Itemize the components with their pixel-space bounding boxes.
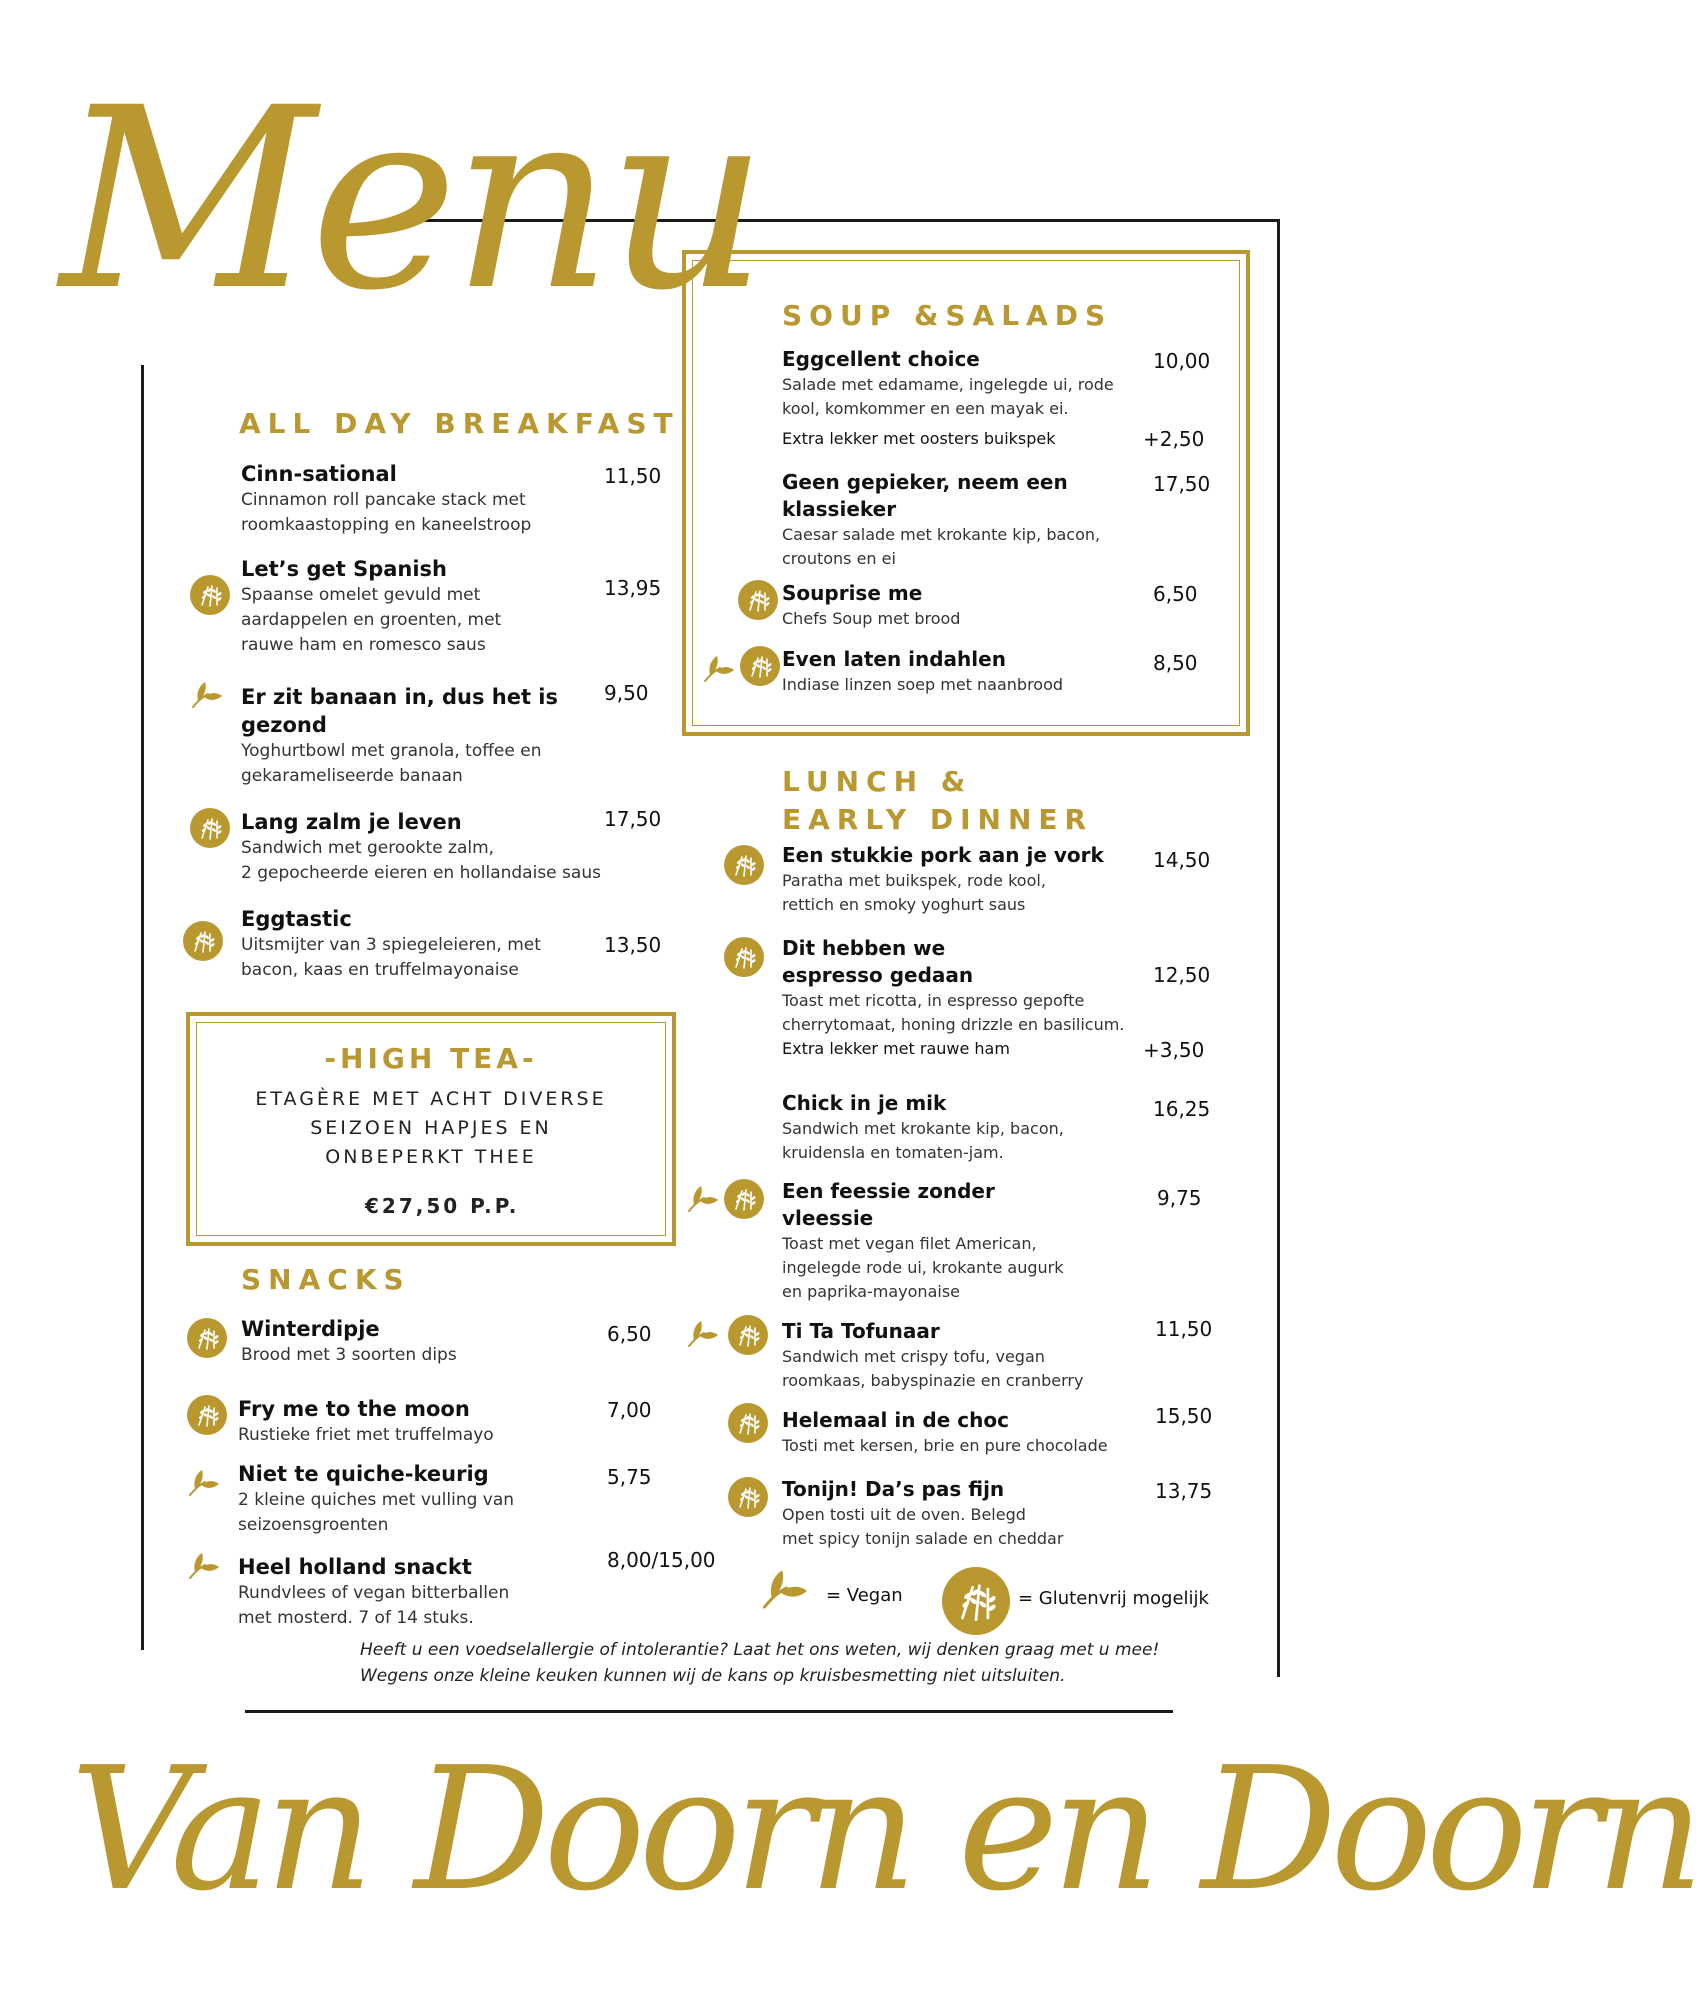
soup-item-1 bbox=[782, 346, 1114, 451]
breakfast-heading: ALL DAY BREAKFAST bbox=[239, 407, 680, 440]
item-extra-price: +3,50 bbox=[1143, 1038, 1205, 1062]
item-desc-line: cherrytomaat, honing drizzle en basilicum. bbox=[782, 1015, 1125, 1034]
item-name: Een stukkie pork aan je vork bbox=[782, 843, 1104, 867]
lunch-item-5 bbox=[782, 1318, 1083, 1393]
item-name: Souprise me bbox=[782, 581, 923, 605]
allergy-note-line: Heeft u een voedselallergie of intolerantie? Laat het ons weten, wij denken graag met u mee! bbox=[360, 1640, 1160, 1660]
breakfast-item-5 bbox=[241, 905, 541, 983]
item-desc-line: Rundvlees of vegan bitterballen bbox=[238, 1583, 510, 1603]
gluten-free-icon bbox=[187, 1318, 227, 1358]
soup-item-3 bbox=[782, 580, 960, 631]
snack-item-4 bbox=[238, 1553, 509, 1631]
item-desc-line: ingelegde rode ui, krokante augurk bbox=[782, 1258, 1064, 1277]
high-tea-line: SEIZOEN HAPJES EN bbox=[310, 1117, 552, 1139]
item-price: 7,00 bbox=[607, 1398, 652, 1422]
item-price: 13,95 bbox=[604, 576, 662, 600]
high-tea-heading: -HIGH TEA- bbox=[324, 1042, 538, 1075]
item-price: 17,50 bbox=[604, 807, 662, 831]
item-name: Even laten indahlen bbox=[782, 647, 1006, 671]
item-desc-line: Uitsmijter van 3 spiegeleieren, met bbox=[241, 935, 541, 955]
item-desc-line: Brood met 3 soorten dips bbox=[241, 1345, 457, 1365]
vegan-icon bbox=[686, 1181, 720, 1215]
item-desc-line: Tosti met kersen, brie en pure chocolade bbox=[782, 1436, 1108, 1455]
breakfast-item-3 bbox=[241, 683, 558, 789]
item-extra: Extra lekker met rauwe ham bbox=[782, 1039, 1010, 1058]
item-desc-line: roomkaastopping en kaneelstroop bbox=[241, 515, 532, 535]
item-desc-line: Rustieke friet met truffelmayo bbox=[238, 1425, 494, 1445]
item-price: 9,75 bbox=[1157, 1186, 1202, 1210]
item-name: Ti Ta Tofunaar bbox=[782, 1319, 940, 1343]
item-price: 10,00 bbox=[1153, 349, 1211, 373]
item-desc-line: kool, komkommer en een mayak ei. bbox=[782, 399, 1069, 418]
soup-item-4 bbox=[782, 646, 1063, 697]
item-desc-line: 2 kleine quiches met vulling van bbox=[238, 1490, 515, 1510]
vegan-icon bbox=[187, 1465, 221, 1499]
item-price: 11,50 bbox=[604, 464, 662, 488]
item-name: espresso gedaan bbox=[782, 963, 974, 987]
snacks-heading: SNACKS bbox=[241, 1263, 411, 1296]
snack-item-2 bbox=[238, 1395, 494, 1448]
item-desc-line: roomkaas, babyspinazie en cranberry bbox=[782, 1371, 1084, 1390]
lunch-item-4 bbox=[782, 1178, 1063, 1304]
item-name: Let’s get Spanish bbox=[241, 557, 448, 581]
vegan-icon bbox=[190, 677, 224, 711]
vegan-icon bbox=[686, 1316, 720, 1350]
item-desc-line: rettich en smoky yoghurt saus bbox=[782, 895, 1026, 914]
item-desc-line: Open tosti uit de oven. Belegd bbox=[782, 1505, 1026, 1524]
item-desc-line: Salade met edamame, ingelegde ui, rode bbox=[782, 375, 1114, 394]
item-name: Er zit banaan in, dus het is bbox=[241, 685, 559, 709]
item-name: vleessie bbox=[782, 1206, 874, 1230]
item-name: Niet te quiche-keurig bbox=[238, 1462, 489, 1486]
vegan-icon bbox=[187, 1548, 221, 1582]
item-name: klassieker bbox=[782, 497, 897, 521]
gluten-free-icon bbox=[728, 1477, 768, 1517]
item-desc-line: croutons en ei bbox=[782, 549, 896, 568]
item-price: 8,50 bbox=[1153, 651, 1198, 675]
item-price: 8,00/15,00 bbox=[607, 1548, 716, 1572]
lunch-item-3 bbox=[782, 1090, 1064, 1165]
item-extra: Extra lekker met oosters buikspek bbox=[782, 429, 1056, 448]
gluten-free-legend-icon bbox=[942, 1567, 1010, 1635]
item-desc-line: Spaanse omelet gevuld met bbox=[241, 585, 481, 605]
item-desc-line: Toast met ricotta, in espresso gepofte bbox=[782, 991, 1085, 1010]
vegan-legend-label: = Vegan bbox=[826, 1585, 903, 1606]
gluten-free-legend-label: = Glutenvrij mogelijk bbox=[1018, 1588, 1209, 1609]
breakfast-item-1 bbox=[241, 460, 531, 538]
lunch-heading-line: LUNCH & bbox=[782, 765, 973, 798]
lunch-heading bbox=[782, 763, 1093, 839]
frame-right-line bbox=[1277, 219, 1280, 1677]
item-desc-line: seizoensgroenten bbox=[238, 1515, 389, 1535]
vegan-icon bbox=[702, 651, 736, 685]
gluten-free-icon bbox=[740, 646, 780, 686]
item-name: Winterdipje bbox=[241, 1317, 380, 1341]
vegan-legend-icon bbox=[760, 1563, 810, 1613]
lunch-heading-line: EARLY DINNER bbox=[782, 803, 1094, 836]
item-price: 13,50 bbox=[604, 933, 662, 957]
high-tea-description bbox=[190, 1085, 672, 1172]
gluten-free-icon bbox=[187, 1395, 227, 1435]
item-desc-line: Yoghurtbowl met granola, toffee en bbox=[241, 741, 542, 761]
gluten-free-icon bbox=[738, 580, 778, 620]
item-price: 17,50 bbox=[1153, 472, 1211, 496]
gluten-free-icon bbox=[190, 808, 230, 848]
breakfast-item-2 bbox=[241, 555, 501, 658]
lunch-item-6 bbox=[782, 1407, 1108, 1458]
item-price: 5,75 bbox=[607, 1465, 652, 1489]
gluten-free-icon bbox=[728, 1315, 768, 1355]
item-price: 14,50 bbox=[1153, 848, 1211, 872]
item-name: Tonijn! Da’s pas fijn bbox=[782, 1477, 1005, 1501]
gluten-free-icon bbox=[183, 921, 223, 961]
item-desc-line: Toast met vegan filet American, bbox=[782, 1234, 1037, 1253]
allergy-note-line: Wegens onze kleine keuken kunnen wij de kans op kruisbesmetting niet uitsluiten. bbox=[360, 1666, 1066, 1686]
high-tea-price: €27,50 P.P. bbox=[365, 1194, 520, 1218]
high-tea-line: ONBEPERKT THEE bbox=[325, 1146, 537, 1168]
item-name: Chick in je mik bbox=[782, 1091, 947, 1115]
item-price: 12,50 bbox=[1153, 963, 1211, 987]
lunch-item-1 bbox=[782, 842, 1104, 917]
item-desc-line: 2 gepocheerde eieren en hollandaise saus bbox=[241, 863, 601, 883]
gluten-free-icon bbox=[728, 1403, 768, 1443]
item-desc-line: kruidensla en tomaten-jam. bbox=[782, 1143, 1004, 1162]
item-price: 11,50 bbox=[1155, 1317, 1213, 1341]
gluten-free-icon bbox=[724, 1179, 764, 1219]
item-desc-line: aardappelen en groenten, met bbox=[241, 610, 502, 630]
item-desc-line: Chefs Soup met brood bbox=[782, 609, 961, 628]
gluten-free-icon bbox=[724, 937, 764, 977]
snack-item-1 bbox=[241, 1315, 457, 1368]
item-desc-line: Paratha met buikspek, rode kool, bbox=[782, 871, 1046, 890]
item-price: 6,50 bbox=[1153, 582, 1198, 606]
item-price: 15,50 bbox=[1155, 1404, 1213, 1428]
item-desc-line: gekarameliseerde banaan bbox=[241, 766, 463, 786]
item-name: Cinn-sational bbox=[241, 462, 397, 486]
item-desc-line: Cinnamon roll pancake stack met bbox=[241, 490, 526, 510]
breakfast-item-4 bbox=[241, 808, 601, 886]
item-name: Helemaal in de choc bbox=[782, 1408, 1009, 1432]
gluten-free-icon bbox=[724, 845, 764, 885]
item-desc-line: Caesar salade met krokante kip, bacon, bbox=[782, 525, 1101, 544]
item-desc-line: Sandwich met krokante kip, bacon, bbox=[782, 1119, 1064, 1138]
item-desc-line: met mosterd. 7 of 14 stuks. bbox=[238, 1608, 474, 1628]
snack-item-3 bbox=[238, 1460, 514, 1538]
item-price: 6,50 bbox=[607, 1322, 652, 1346]
item-name: Eggcellent choice bbox=[782, 347, 980, 371]
allergy-note bbox=[360, 1637, 1159, 1689]
item-desc-line: met spicy tonijn salade en cheddar bbox=[782, 1529, 1064, 1548]
item-name: Een feessie zonder bbox=[782, 1179, 995, 1203]
item-desc-line: en paprika-mayonaise bbox=[782, 1282, 960, 1301]
item-name: Dit hebben we bbox=[782, 936, 946, 960]
item-price: 9,50 bbox=[604, 681, 649, 705]
item-extra-price: +2,50 bbox=[1143, 427, 1205, 451]
item-desc-line: Sandwich met crispy tofu, vegan bbox=[782, 1347, 1045, 1366]
menu-title: Menu bbox=[60, 54, 762, 345]
item-name: Fry me to the moon bbox=[238, 1397, 470, 1421]
item-price: 13,75 bbox=[1155, 1479, 1213, 1503]
item-price: 16,25 bbox=[1153, 1097, 1211, 1121]
item-name: Geen gepieker, neem een bbox=[782, 470, 1068, 494]
high-tea-line: ETAGÈRE MET ACHT DIVERSE bbox=[255, 1088, 607, 1110]
item-name: Lang zalm je leven bbox=[241, 810, 462, 834]
item-desc-line: Sandwich met gerookte zalm, bbox=[241, 838, 495, 858]
restaurant-name: Van Doorn en Doorn bbox=[70, 1731, 1698, 1929]
lunch-item-2 bbox=[782, 935, 1124, 1061]
item-desc-line: rauwe ham en romesco saus bbox=[241, 635, 486, 655]
lunch-item-7 bbox=[782, 1476, 1063, 1551]
frame-left-line bbox=[141, 365, 144, 1650]
item-name: Heel holland snackt bbox=[238, 1555, 472, 1579]
soup-item-2 bbox=[782, 469, 1100, 571]
item-name: Eggtastic bbox=[241, 907, 352, 931]
soup-salads-heading: SOUP &SALADS bbox=[782, 299, 1113, 332]
gluten-free-icon bbox=[190, 575, 230, 615]
item-desc-line: Indiase linzen soep met naanbrood bbox=[782, 675, 1064, 694]
item-desc-line: bacon, kaas en truffelmayonaise bbox=[241, 960, 519, 980]
item-name: gezond bbox=[241, 713, 327, 737]
